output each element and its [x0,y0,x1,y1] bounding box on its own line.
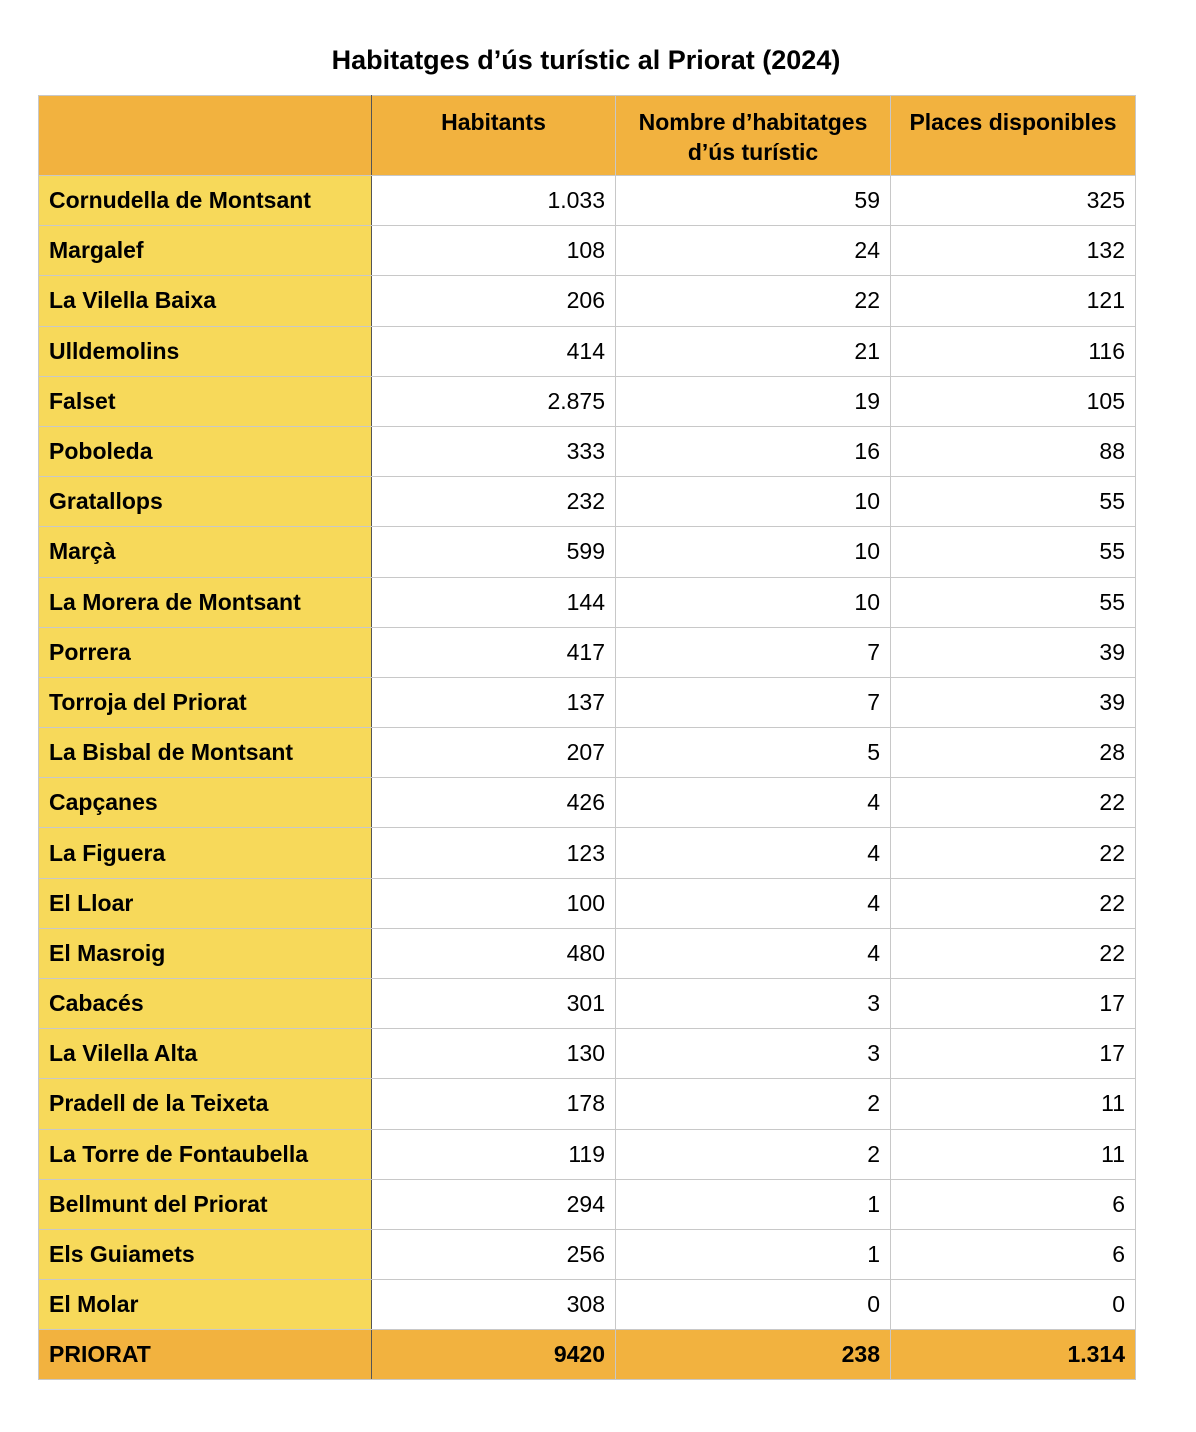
table-row [39,1280,1136,1330]
table-row [39,477,1136,527]
habitants-cell: 108 [372,226,616,276]
habitatges-cell: 1 [616,1229,891,1279]
municipality-name: La Vilella Baixa [39,276,372,326]
table-header-row [39,96,1136,176]
habitants-cell: 414 [372,326,616,376]
habitants-cell: 480 [372,928,616,978]
places-cell: 55 [891,577,1136,627]
places-cell: 11 [891,1079,1136,1129]
places-cell: 0 [891,1280,1136,1330]
habitatges-cell: 2 [616,1079,891,1129]
table-row [39,176,1136,226]
table-row [39,928,1136,978]
municipality-name: Cornudella de Montsant [39,176,372,226]
places-cell: 105 [891,376,1136,426]
places-cell: 39 [891,627,1136,677]
municipality-name: Els Guiamets [39,1229,372,1279]
habitants-cell: 308 [372,1280,616,1330]
municipality-name: Pradell de la Teixeta [39,1079,372,1129]
habitatges-cell: 0 [616,1280,891,1330]
municipality-name: Torroja del Priorat [39,677,372,727]
municipality-name: El Masroig [39,928,372,978]
table-row [39,1029,1136,1079]
places-cell: 55 [891,477,1136,527]
habitants-cell: 123 [372,828,616,878]
table-row [39,226,1136,276]
table-row [39,677,1136,727]
table-row [39,326,1136,376]
municipality-name: Capçanes [39,778,372,828]
habitants-cell: 144 [372,577,616,627]
habitants-cell: 333 [372,426,616,476]
places-cell: 11 [891,1129,1136,1179]
places-cell: 6 [891,1179,1136,1229]
habitatges-cell: 3 [616,979,891,1029]
table-row [39,426,1136,476]
municipality-name: Porrera [39,627,372,677]
municipality-name: Margalef [39,226,372,276]
municipality-name: La Figuera [39,828,372,878]
places-cell: 17 [891,1029,1136,1079]
places-cell: 17 [891,979,1136,1029]
habitants-cell: 207 [372,728,616,778]
tourism-housing-table [38,95,1136,1380]
places-cell: 116 [891,326,1136,376]
places-cell: 88 [891,426,1136,476]
habitatges-cell: 16 [616,426,891,476]
municipality-name: Falset [39,376,372,426]
habitants-cell: 426 [372,778,616,828]
table-row [39,1129,1136,1179]
habitatges-cell: 59 [616,176,891,226]
table-row [39,527,1136,577]
places-cell: 39 [891,677,1136,727]
habitants-cell: 1.033 [372,176,616,226]
habitatges-cell: 4 [616,878,891,928]
habitants-cell: 2.875 [372,376,616,426]
table-row [39,728,1136,778]
habitants-cell: 232 [372,477,616,527]
municipality-name: El Lloar [39,878,372,928]
habitatges-cell: 21 [616,326,891,376]
total-row [39,1330,1136,1380]
habitatges-cell: 19 [616,376,891,426]
habitatges-cell: 10 [616,527,891,577]
habitatges-cell: 10 [616,577,891,627]
habitatges-cell: 2 [616,1129,891,1179]
places-cell: 22 [891,828,1136,878]
places-cell: 22 [891,778,1136,828]
habitants-cell: 100 [372,878,616,928]
table-row [39,778,1136,828]
total-places: 1.314 [891,1330,1136,1380]
habitatges-cell: 5 [616,728,891,778]
municipality-name: Gratallops [39,477,372,527]
places-cell: 22 [891,878,1136,928]
municipality-name: Ulldemolins [39,326,372,376]
habitants-cell: 178 [372,1079,616,1129]
table-row [39,979,1136,1029]
municipality-name: Poboleda [39,426,372,476]
habitatges-cell: 4 [616,828,891,878]
total-habitatges: 238 [616,1330,891,1380]
habitatges-cell: 7 [616,627,891,677]
municipality-name: Marçà [39,527,372,577]
habitants-cell: 417 [372,627,616,677]
table-row [39,1229,1136,1279]
total-name: PRIORAT [39,1330,372,1380]
habitants-cell: 256 [372,1229,616,1279]
habitants-cell: 294 [372,1179,616,1229]
habitatges-cell: 10 [616,477,891,527]
habitatges-cell: 4 [616,778,891,828]
municipality-name: La Vilella Alta [39,1029,372,1079]
page-title: Habitatges d’ús turístic al Priorat (2024) [331,45,841,75]
places-cell: 6 [891,1229,1136,1279]
table-row [39,577,1136,627]
habitatges-cell: 7 [616,677,891,727]
places-cell: 28 [891,728,1136,778]
habitatges-cell: 1 [616,1179,891,1229]
places-cell: 121 [891,276,1136,326]
table-body [39,176,1136,1330]
municipality-name: Cabacés [39,979,372,1029]
table-row [39,828,1136,878]
table-row [39,1079,1136,1129]
places-cell: 132 [891,226,1136,276]
habitants-cell: 599 [372,527,616,577]
header-places: Places disponibles [891,96,1136,176]
habitatges-cell: 3 [616,1029,891,1079]
habitatges-cell: 22 [616,276,891,326]
header-habitatges: Nombre d’habitatges d’ús turístic [616,96,891,176]
municipality-name: La Morera de Montsant [39,577,372,627]
municipality-name: El Molar [39,1280,372,1330]
header-habitants: Habitants [372,96,616,176]
habitants-cell: 130 [372,1029,616,1079]
habitatges-cell: 24 [616,226,891,276]
total-habitants: 9420 [372,1330,616,1380]
header-corner [39,96,372,176]
municipality-name: Bellmunt del Priorat [39,1179,372,1229]
places-cell: 55 [891,527,1136,577]
table-row [39,276,1136,326]
habitants-cell: 301 [372,979,616,1029]
habitatges-cell: 4 [616,928,891,978]
table-row [39,376,1136,426]
habitants-cell: 119 [372,1129,616,1179]
table-row [39,878,1136,928]
habitants-cell: 206 [372,276,616,326]
habitants-cell: 137 [372,677,616,727]
municipality-name: La Torre de Fontaubella [39,1129,372,1179]
table-row [39,1179,1136,1229]
places-cell: 22 [891,928,1136,978]
table-row [39,627,1136,677]
places-cell: 325 [891,176,1136,226]
municipality-name: La Bisbal de Montsant [39,728,372,778]
